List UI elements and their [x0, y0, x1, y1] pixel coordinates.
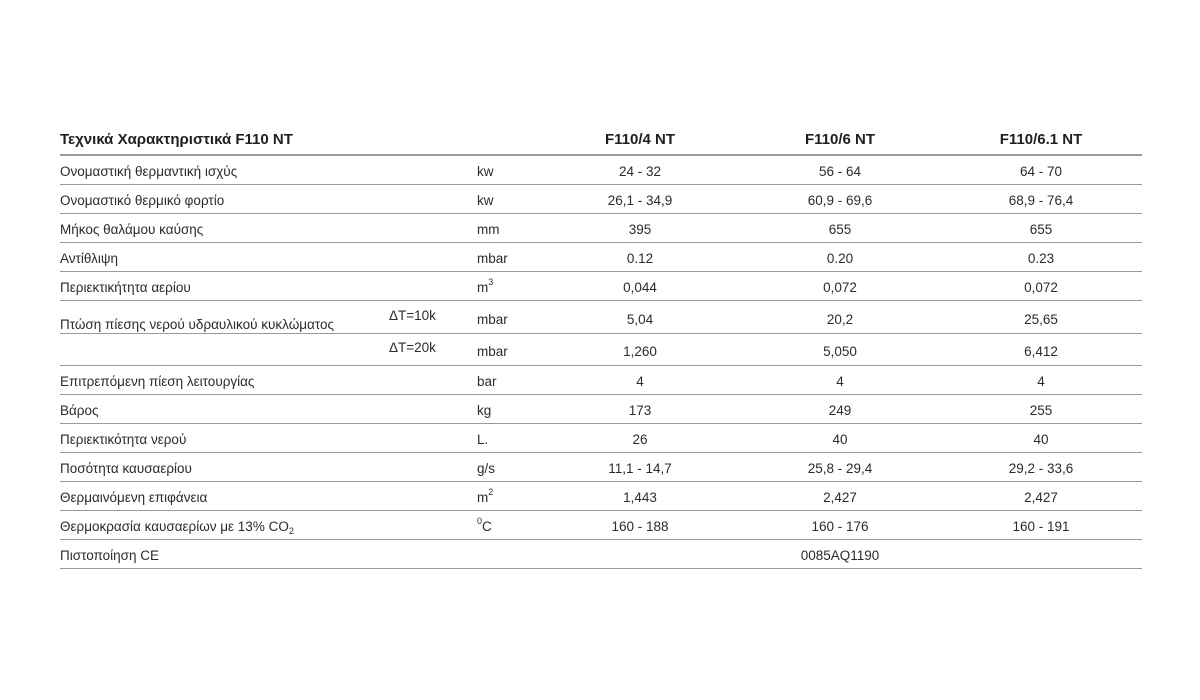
row-value: 0,044 [623, 280, 657, 295]
row-unit: mbar [477, 251, 508, 266]
sub-row-dt10 [60, 301, 1142, 334]
row-unit [477, 487, 494, 505]
row-unit: kw [477, 193, 494, 208]
model-header-2: F110/6 NT [804, 131, 876, 148]
certification-value: 0085AQ1190 [800, 548, 880, 563]
row-value: 4 [1037, 374, 1045, 389]
row-value: 4 [636, 374, 644, 389]
table-row [60, 185, 1142, 214]
delta-t-label: ΔT=10k [389, 308, 436, 323]
row-value: 20,2 [826, 312, 854, 327]
table-row [60, 511, 1142, 540]
row-unit: mm [477, 222, 500, 237]
row-unit: bar [477, 374, 497, 389]
table-row [60, 272, 1142, 301]
table-row [60, 156, 1142, 185]
row-value: 2,427 [823, 490, 857, 505]
row-unit: kw [477, 164, 494, 179]
row-value: 1,443 [623, 490, 657, 505]
row-value: 160 - 188 [611, 519, 669, 534]
table-row-pressure-drop [60, 301, 1142, 366]
row-label: Βάρος [60, 403, 99, 418]
table-header [60, 125, 1142, 156]
row-value: 40 [832, 432, 848, 447]
row-unit: L. [477, 432, 489, 447]
label-subscript: 2 [288, 526, 294, 536]
label-base: Θερμοκρασία καυσαερίων με 13% CO [60, 519, 289, 534]
table-row-certification [60, 540, 1142, 569]
row-value: 68,9 - 76,4 [1008, 193, 1074, 208]
unit-superscript: 3 [488, 277, 494, 287]
unit-base: m [477, 490, 489, 505]
row-unit: mbar [477, 312, 508, 327]
row-value: 6,412 [1024, 344, 1058, 359]
table-row [60, 482, 1142, 511]
row-value: 0.23 [1027, 251, 1055, 266]
row-value: 25,8 - 29,4 [807, 461, 873, 476]
unit-base: m [477, 280, 489, 295]
table-row [60, 453, 1142, 482]
row-label: Επιτρεπόμενη πίεση λειτουργίας [60, 374, 255, 389]
row-value: 2,427 [1024, 490, 1058, 505]
row-value: 40 [1033, 432, 1049, 447]
row-value: 24 - 32 [618, 164, 662, 179]
row-value: 655 [1029, 222, 1053, 237]
table-row [60, 395, 1142, 424]
row-value: 5,050 [823, 344, 857, 359]
row-value: 249 [828, 403, 852, 418]
row-value: 160 - 191 [1012, 519, 1070, 534]
row-label: Πιστοποίηση CE [60, 548, 160, 563]
unit-superscript: 2 [488, 487, 494, 497]
row-value: 11,1 - 14,7 [608, 461, 672, 476]
row-value: 25,65 [1024, 312, 1058, 327]
delta-t-label: ΔT=20k [389, 340, 436, 355]
row-value: 395 [628, 222, 652, 237]
row-label: Αντίθλιψη [60, 251, 118, 266]
row-value: 60,9 - 69,6 [807, 193, 873, 208]
row-value: 173 [628, 403, 652, 418]
row-value: 0.12 [626, 251, 654, 266]
row-label: Θερμαινόμενη επιφάνεια [60, 490, 208, 505]
row-value: 26,1 - 34,9 [607, 193, 673, 208]
row-value: 56 - 64 [818, 164, 862, 179]
unit-superscript: 0 [477, 516, 483, 526]
row-label: Ονομαστικό θερμικό φορτίο [60, 193, 225, 208]
row-value: 1,260 [623, 344, 657, 359]
table-title: Τεχνικά Χαρακτηριστικά F110 NT [60, 131, 293, 148]
row-value: 0.20 [826, 251, 854, 266]
row-label: Ονομαστική θερμαντική ισχύς [60, 164, 238, 179]
row-unit: g/s [477, 461, 496, 476]
sub-row-dt20 [60, 333, 1142, 365]
row-label: Περιεκτικότητα νερού [60, 432, 187, 447]
table-row [60, 424, 1142, 453]
table-row [60, 366, 1142, 395]
row-label: Ποσότητα καυσαερίου [60, 461, 192, 476]
spec-table [60, 125, 1142, 569]
table-row [60, 243, 1142, 272]
row-value: 64 - 70 [1019, 164, 1063, 179]
row-value: 26 [632, 432, 648, 447]
row-unit [477, 277, 494, 295]
unit-base: C [482, 519, 492, 534]
row-label: Περιεκτικήτητα αερίου [60, 280, 191, 295]
model-header-3: F110/6.1 NT [999, 131, 1083, 148]
row-unit [477, 516, 492, 534]
row-label: Μήκος θαλάμου καύσης [60, 222, 204, 237]
row-value: 4 [836, 374, 844, 389]
row-unit: mbar [477, 344, 508, 359]
row-label: Πτώση πίεσης νερού υδραυλικού κυκλώματος [60, 317, 334, 332]
row-value: 0,072 [823, 280, 857, 295]
row-value: 29,2 - 33,6 [1008, 461, 1074, 476]
row-value: 160 - 176 [811, 519, 869, 534]
model-header-1: F110/4 NT [604, 131, 676, 148]
row-value: 655 [828, 222, 852, 237]
table-row [60, 214, 1142, 243]
row-label [60, 519, 294, 534]
row-value: 255 [1029, 403, 1053, 418]
row-value: 5,04 [626, 312, 654, 327]
row-value: 0,072 [1024, 280, 1058, 295]
row-unit: kg [477, 403, 492, 418]
